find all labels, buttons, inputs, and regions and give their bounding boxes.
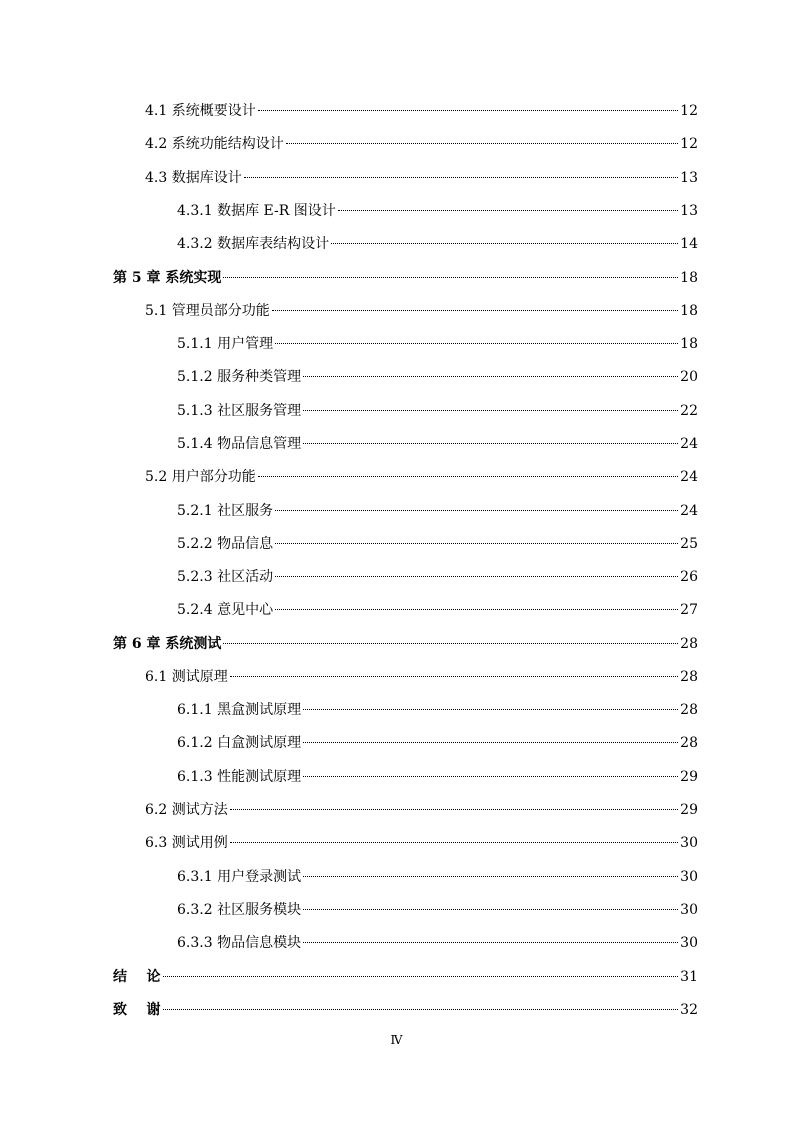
toc-entry[interactable] xyxy=(177,366,698,388)
toc-entry-page: 32 xyxy=(680,1002,698,1018)
leader-dots xyxy=(303,909,678,910)
toc-entry-title: 5.2.3 社区活动 xyxy=(177,569,274,585)
toc-entry-title: 4.1 系统概要设计 xyxy=(145,103,256,119)
leader-dots xyxy=(230,842,678,843)
leader-dots xyxy=(223,643,678,644)
toc-chapter[interactable] xyxy=(113,999,698,1021)
toc-entry-page: 12 xyxy=(680,103,698,119)
toc-entry-title: 5.2 用户部分功能 xyxy=(145,469,256,485)
toc-entry-page: 25 xyxy=(680,536,698,552)
leader-dots xyxy=(244,177,678,178)
toc-entry-title: 第 6 章 系统测试 xyxy=(113,636,222,652)
toc-entry-page: 29 xyxy=(680,802,698,818)
toc-entry-title: 6.3.2 社区服务模块 xyxy=(177,902,302,918)
toc-entry[interactable] xyxy=(177,599,698,621)
toc-entry-page: 14 xyxy=(680,236,698,252)
toc-entry[interactable] xyxy=(145,666,698,688)
leader-dots xyxy=(286,143,678,144)
toc-entry-page: 30 xyxy=(680,902,698,918)
toc-entry[interactable] xyxy=(145,832,698,854)
toc-chapter[interactable] xyxy=(113,633,698,655)
toc-entry[interactable] xyxy=(145,133,698,155)
toc-entry-title: 6.1.2 白盒测试原理 xyxy=(177,735,302,751)
leader-dots xyxy=(258,110,678,111)
toc-entry-page: 13 xyxy=(680,203,698,219)
toc-entry-title: 6.1.1 黑盒测试原理 xyxy=(177,702,302,718)
leader-dots xyxy=(275,510,678,511)
leader-dots xyxy=(303,742,678,743)
leader-dots xyxy=(230,676,678,677)
page-number: Ⅳ xyxy=(390,1033,403,1047)
toc-entry[interactable] xyxy=(177,566,698,588)
leader-dots xyxy=(275,609,678,610)
toc-entry[interactable] xyxy=(145,300,698,322)
toc-entry[interactable] xyxy=(177,333,698,355)
toc-entry-page: 28 xyxy=(680,669,698,685)
leader-dots xyxy=(163,1009,679,1010)
toc-entry[interactable] xyxy=(145,100,698,122)
toc-entry-page: 13 xyxy=(680,170,698,186)
toc-entry-page: 28 xyxy=(680,636,698,652)
toc-entry-page: 24 xyxy=(680,503,698,519)
leader-dots xyxy=(258,476,678,477)
toc-entry[interactable] xyxy=(145,466,698,488)
toc-entry[interactable] xyxy=(177,400,698,422)
toc-entry-title: 5.1.1 用户管理 xyxy=(177,336,274,352)
leader-dots xyxy=(303,410,678,411)
toc-entry[interactable] xyxy=(177,732,698,754)
leader-dots xyxy=(223,277,678,278)
toc-entry[interactable] xyxy=(177,766,698,788)
toc-entry[interactable] xyxy=(177,533,698,555)
toc-entry[interactable] xyxy=(177,699,698,721)
toc-entry-title: 5.2.2 物品信息 xyxy=(177,536,274,552)
toc-entry[interactable] xyxy=(177,433,698,455)
toc-entry-title: 6.1 测试原理 xyxy=(145,669,228,685)
leader-dots xyxy=(275,343,678,344)
leader-dots xyxy=(303,443,678,444)
toc-entry-page: 30 xyxy=(680,835,698,851)
toc-entry[interactable] xyxy=(177,899,698,921)
toc-entry-title: 5.2.1 社区服务 xyxy=(177,503,274,519)
toc-entry-title: 6.3.3 物品信息模块 xyxy=(177,935,302,951)
toc-entry-page: 24 xyxy=(680,436,698,452)
toc-chapter[interactable] xyxy=(113,267,698,289)
toc-entry-title: 4.3.1 数据库 E-R 图设计 xyxy=(177,203,336,219)
leader-dots xyxy=(163,976,679,977)
leader-dots xyxy=(303,376,678,377)
leader-dots xyxy=(338,210,678,211)
leader-dots xyxy=(272,310,678,311)
toc-entry-title: 6.3.1 用户登录测试 xyxy=(177,869,302,885)
toc-entry-page: 22 xyxy=(680,403,698,419)
leader-dots xyxy=(275,576,678,577)
toc-entry-page: 24 xyxy=(680,469,698,485)
toc-entry-title: 4.3 数据库设计 xyxy=(145,170,242,186)
leader-dots xyxy=(303,776,678,777)
toc-entry-title: 5.1.2 服务种类管理 xyxy=(177,369,302,385)
toc-entry[interactable] xyxy=(145,167,698,189)
toc-entry[interactable] xyxy=(177,200,698,222)
toc-entry-title: 6.3 测试用例 xyxy=(145,835,228,851)
toc-entry-page: 12 xyxy=(680,136,698,152)
leader-dots xyxy=(303,942,678,943)
leader-dots xyxy=(230,809,678,810)
toc-entry-title: 致 谢 xyxy=(113,1002,161,1018)
toc-entry-page: 20 xyxy=(680,369,698,385)
leader-dots xyxy=(303,876,678,877)
toc-entry-page: 27 xyxy=(680,602,698,618)
toc-entry-title: 5.1 管理员部分功能 xyxy=(145,303,270,319)
toc-entry-page: 26 xyxy=(680,569,698,585)
toc-entry-page: 29 xyxy=(680,769,698,785)
toc-entry-page: 18 xyxy=(680,336,698,352)
toc-entry-title: 5.1.3 社区服务管理 xyxy=(177,403,302,419)
toc-entry-title: 5.1.4 物品信息管理 xyxy=(177,436,302,452)
leader-dots xyxy=(275,543,678,544)
toc-entry-page: 18 xyxy=(680,270,698,286)
toc-entry[interactable] xyxy=(177,866,698,888)
toc-entry-title: 结 论 xyxy=(113,969,161,985)
toc-entry[interactable] xyxy=(177,500,698,522)
toc-entry-title: 第 5 章 系统实现 xyxy=(113,270,222,286)
toc-entry-title: 4.2 系统功能结构设计 xyxy=(145,136,284,152)
toc-entry[interactable] xyxy=(145,799,698,821)
toc-entry-title: 6.2 测试方法 xyxy=(145,802,228,818)
toc-entry[interactable] xyxy=(177,932,698,954)
leader-dots xyxy=(303,709,678,710)
toc-entry[interactable] xyxy=(177,233,698,255)
toc-chapter[interactable] xyxy=(113,966,698,988)
leader-dots xyxy=(331,243,678,244)
toc-entry-title: 4.3.2 数据库表结构设计 xyxy=(177,236,330,252)
toc-entry-page: 30 xyxy=(680,935,698,951)
toc-entry-page: 31 xyxy=(680,969,698,985)
toc-entry-title: 5.2.4 意见中心 xyxy=(177,602,274,618)
toc-entry-page: 18 xyxy=(680,303,698,319)
toc-entry-page: 30 xyxy=(680,869,698,885)
toc-entry-page: 28 xyxy=(680,735,698,751)
toc-entry-page: 28 xyxy=(680,702,698,718)
toc-entry-title: 6.1.3 性能测试原理 xyxy=(177,769,302,785)
